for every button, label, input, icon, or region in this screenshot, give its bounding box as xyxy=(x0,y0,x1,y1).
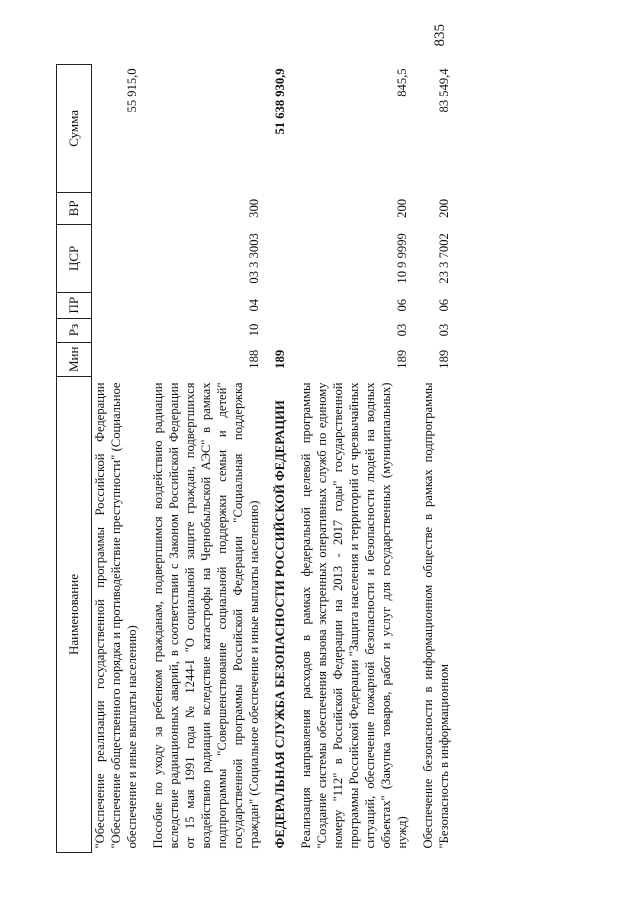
row-name: Реализация направления расходов в рамках федеральной целевой программы "Создание системы обеспечения вызова экстренных оперативных служб по единому номеру "112" в Российской Федерации на 2013 - 2017 годы" государственной программы Российской Федерации "Защита населения и территорий от чрезвычайных ситуаций, обеспечение пожарной безопасности и безопасности людей на водных объектах" (Закупка товаров, работ и услуг для государственных (муниципальных) нужд) xyxy=(299,382,409,849)
table-row xyxy=(262,64,288,852)
table-row xyxy=(288,64,410,852)
row-sum: 55 915,0 xyxy=(125,68,139,113)
row-pr: 06 xyxy=(395,298,409,312)
table-row xyxy=(140,64,262,852)
row-vr: 200 xyxy=(437,198,451,218)
row-name: Обеспечение безопасности в информационном обществе в рамках подпрограммы "Безопасность в информационном xyxy=(421,382,451,849)
row-vr xyxy=(262,192,288,224)
row-name: Пособие по уходу за ребенком гражданам, подвергшимся воздействию радиации вследствие радиационных аварий, в соответствии с Законом Российской Федерации от 15 мая 1991 года № 1244-I "О социальной защите граждан, подвергшихся воздействию радиации вследствие катастрофы на Чернобыльской АЭС" в рамках подпрограммы "Совершенствование социальной поддержки семьи и детей" государственной программы Российской Федерации "Социальная поддержка граждан" (Социальное обеспечение и иные выплаты населению) xyxy=(151,382,261,849)
row-rz: 10 xyxy=(247,323,261,337)
row-sum: 83 549,4 xyxy=(437,68,451,113)
row-name: "Обеспечение реализации государственной программы Российской Федерации "Обеспечение общественного порядка и противодействие преступности" (Социальное обеспечение и иные выплаты населению) xyxy=(93,382,139,849)
row-vr: 300 xyxy=(247,198,261,218)
table-row xyxy=(92,64,141,852)
row-pr xyxy=(92,292,141,318)
budget-table xyxy=(56,64,452,853)
table-row xyxy=(410,64,452,852)
row-rz: 03 xyxy=(437,323,451,337)
row-rz: 03 xyxy=(395,323,409,337)
row-min: 189 xyxy=(437,349,451,369)
row-min: 188 xyxy=(247,349,261,369)
row-name: ФЕДЕРАЛЬНАЯ СЛУЖБА БЕЗОПАСНОСТИ РОССИЙСКОЙ ФЕДЕРАЦИИ xyxy=(273,400,287,849)
header-min: Мин xyxy=(57,342,92,376)
row-csr xyxy=(262,224,288,292)
header-rz: Рз xyxy=(57,318,92,342)
row-min xyxy=(92,342,141,376)
row-sum: 845,5 xyxy=(395,68,409,97)
row-vr: 200 xyxy=(395,198,409,218)
row-sum: 51 638 930,9 xyxy=(273,68,287,135)
row-sum xyxy=(140,64,262,192)
header-vr: ВР xyxy=(57,192,92,224)
row-csr xyxy=(92,224,141,292)
header-pr: ПР xyxy=(57,292,92,318)
row-csr: 23 3 7002 xyxy=(437,233,451,284)
row-vr xyxy=(92,192,141,224)
row-min: 189 xyxy=(395,349,409,369)
page-number: 835 xyxy=(432,24,448,47)
row-rz xyxy=(92,318,141,342)
row-csr: 10 9 9999 xyxy=(395,233,409,284)
header-name: Наименование xyxy=(57,377,92,853)
row-min: 189 xyxy=(273,349,287,369)
row-pr: 04 xyxy=(247,298,261,312)
row-rz xyxy=(262,318,288,342)
row-pr: 06 xyxy=(437,298,451,312)
header-sum: Сумма xyxy=(57,64,92,192)
row-pr xyxy=(262,292,288,318)
table-header-row xyxy=(57,64,92,852)
row-csr: 03 3 3003 xyxy=(247,233,261,284)
header-csr: ЦСР xyxy=(57,224,92,292)
